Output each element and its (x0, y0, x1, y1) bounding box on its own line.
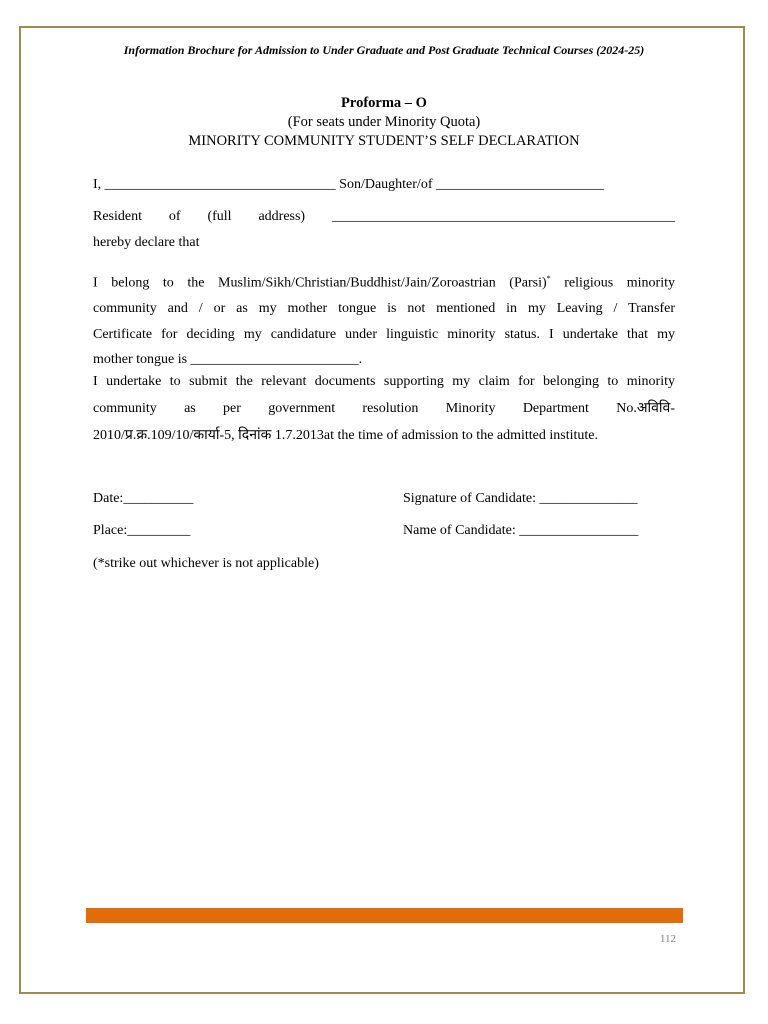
footer-accent-bar (86, 908, 683, 923)
declaration-heading: MINORITY COMMUNITY STUDENT’S SELF DECLARATION (188, 133, 580, 149)
belong-line-4: mother tongue is ________________________. (93, 352, 363, 368)
belong-line-1a: I belong to the Muslim/Sikh/Christian/Buddhist/Jain/Zoroastrian (Parsi) (93, 275, 547, 291)
resident-text: Resident of (full address) _________________________________________________ (93, 209, 675, 224)
belong-line-1 (93, 266, 675, 296)
undertake-line-1: I undertake to submit the relevant documents supporting my claim for belonging to minority (93, 374, 675, 389)
belong-line-3: Certificate for deciding my candidature under linguistic minority status. I undertake that my (93, 326, 675, 342)
footnote-mark: * (546, 274, 551, 283)
name-parent-line (93, 177, 675, 193)
hereby-line (93, 235, 675, 251)
belong-line-2: community and / or as my mother tongue is not mentioned in my Leaving / Transfer (93, 301, 675, 317)
belong-line-1b: religious minority (550, 275, 675, 291)
belong-paragraph (93, 266, 675, 373)
proforma-titles (92, 94, 676, 151)
page-header: Information Brochure for Admission to Under Graduate and Post Graduate Technical Courses (2024-25) (123, 43, 645, 57)
undertake-line-3: 2010/प्र.क्र.109/10/कार्या-5, दिनांक 1.7.2013at the time of admission to the admitted institute. (93, 428, 599, 443)
candidate-name-field: Name of Candidate: _________________ (403, 523, 639, 538)
strike-out-note: (*strike out whichever is not applicable) (93, 556, 319, 571)
page-border (19, 26, 745, 994)
date-field: Date:__________ (93, 491, 194, 506)
signature-field: Signature of Candidate: ______________ (403, 491, 638, 506)
proforma-title: Proforma – O (341, 95, 427, 111)
undertake-paragraph (93, 368, 675, 449)
resident-line (93, 209, 675, 225)
proforma-subtitle: (For seats under Minority Quota) (287, 114, 481, 130)
name-parent-text: I, _________________________________ Son/Daughter/of ________________________ (93, 177, 604, 192)
page-number: 112 (659, 933, 676, 945)
place-field: Place:_________ (93, 523, 191, 538)
hereby-text: hereby declare that (93, 235, 200, 250)
undertake-line-2: community as per government resolution Minority Department No.अविवि- (93, 401, 675, 416)
